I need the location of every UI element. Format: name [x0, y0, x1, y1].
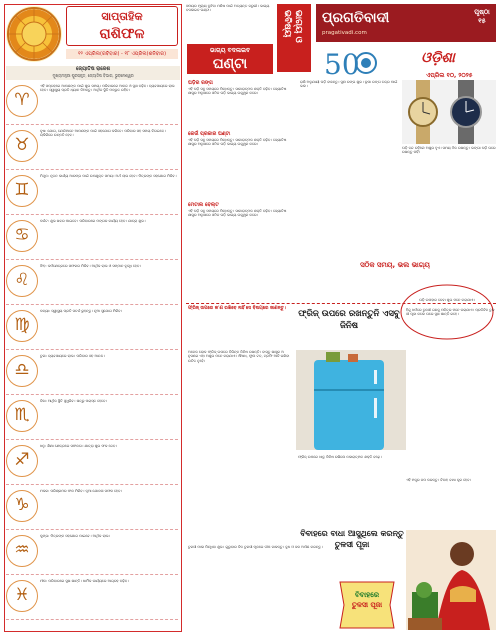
- zodiac-forecast-text: ବିଛା: ଆର୍ଥିକ ସ୍ଥିତି ସୁଧୁରିବ। ଶତ୍ରୁ ପରାସ୍ତ ହେବେ।: [40, 399, 108, 403]
- fridge-image: [296, 350, 406, 450]
- zodiac-forecast-text: ତୁଳା: ବ୍ୟବସାୟରେ ଲାଭ। ପରିବାର ସହ ଆନନ୍ଦ।: [40, 354, 105, 358]
- zodiac-divider: [6, 529, 178, 530]
- zodiac-forecast-text: ମୀନ: ପରିବାରରେ ସୁଖ ଶାନ୍ତି। ଧାର୍ମିକ କାର୍ଯ୍ୟରେ ଆଗ୍ରହ ବଢ଼ିବ।: [40, 579, 129, 583]
- page-number-text: ପୃଷ୍ଠା ୧୫: [474, 8, 490, 25]
- capricorn-icon: ♑: [6, 490, 38, 522]
- zodiac-row: [6, 82, 178, 125]
- tulsi-bottom-text: ତୁଳସୀ ମାଳା ପିନ୍ଧିବା ଶୁଭ। ଗୁରୁବାର ଦିନ ତୁଳସୀ ମୂଳରେ ଦୀପ ଜାଳନ୍ତୁ। ଦୁଧ ଓ ଜଳ ଅର୍ପଣ କରନ୍ତୁ।: [188, 545, 323, 549]
- aquarius-icon: ♒: [6, 535, 38, 567]
- headline-line-1: ଭାଗ୍ୟ ବଦଳାଇବ: [209, 47, 251, 54]
- zodiac-row: [6, 127, 178, 170]
- libra-icon: ♎: [6, 355, 38, 387]
- subheading-metal: ମେଟାଲ ବେଲ୍ଟ: [188, 202, 219, 208]
- vertical-heading-text: ଭାଗ୍ୟ ଓ ଭବିଷ୍ୟ: [282, 10, 303, 43]
- astrologer-name: ଜ୍ୟୋତିଷ ରାଜେଶ: [76, 66, 110, 72]
- tulsi-article: [406, 308, 496, 468]
- scorpio-icon: ♏: [6, 400, 38, 432]
- page-number: [470, 8, 494, 38]
- puja-badge-line-1: ବିବାହରେ: [354, 591, 380, 599]
- brand-name: ପ୍ରଗତିବାଦୀ: [322, 10, 390, 26]
- zodiac-row: [6, 307, 178, 350]
- puja-woman-image: [406, 530, 496, 630]
- cancer-icon: ♋: [6, 220, 38, 252]
- tulsi-headline-text: ବିବାହରେ ବାଧା ଆସୁଥିଲେ କରନ୍ତୁ ତୁଳସୀ ପୂଜା: [300, 529, 404, 549]
- zodiac-divider: [6, 394, 178, 395]
- zodiac-row: [6, 532, 178, 575]
- title-line-2: ରାଶିଫଳ: [99, 26, 145, 42]
- tulsi-mantra-text: ଏହି ମନ୍ତ୍ର ଜପ କରନ୍ତୁ। ବିବାହ ବାଧା ଦୂର ହେବ।: [406, 478, 472, 482]
- anniversary-number: 50: [324, 48, 360, 80]
- zodiac-divider: [6, 304, 178, 305]
- fridge-headline-text: ଫ୍ରିଜ୍ ଉପରେ ରଖନ୍ତୁନି ଏସବୁ ଜିନିଷ: [298, 309, 400, 331]
- zodiac-forecast-text: ବୃଷ: ଯୋଗ, ଯେଉଁମାନେ ଆପଣଙ୍କ ପାଇଁ ସହଯୋଗ କରିବେ। ପରିବାର ସହ ସମୟ ବିତାଇବେ। ଚାକିରିରେ ଉନ୍ନତି ହେବ।: [40, 129, 166, 138]
- zodiac-divider: [6, 214, 178, 215]
- astrologer-info: ମୁଖ୍ୟମନ୍ତ୍ରୀ ପୁରସ୍କୃତ, ଜ୍ୟୋତିଷ ବିଭାଗ, ଭୁବନେଶ୍ୱର: [52, 73, 134, 78]
- zodiac-row: [6, 442, 178, 485]
- fridge-article-2-text: ଫ୍ରିଜ୍ ଉପରେ ଧାତୁ ଜିନିଷ ରଖିଲେ ନକାରାତ୍ମକ ଶକ୍ତି ବଢ଼େ।: [298, 455, 382, 459]
- brand-url: pragativadi.com: [322, 30, 367, 36]
- zodiac-divider: [6, 619, 178, 620]
- zodiac-forecast-text: ମକର: ପରିଶ୍ରମର ଫଳ ମିଳିବ। ନୂଆ ଯୋଜନା ସଫଳ ହେବ।: [40, 489, 123, 493]
- article-text-2: ଏହି ଘଡ଼ି ସବୁ ସମୟରେ ପିନ୍ଧନ୍ତୁ। ସାକାରାତ୍ମକ ଶକ୍ତି ବଢ଼ିବ। ଜ୍ୟୋତିଷ ଶାସ୍ତ୍ର ଅନୁସାରେ ସଠିକ ଘଡ଼ି ଭାଗ୍ୟ ଉଜ୍ଜ୍ୱଳ କରେ।: [188, 138, 287, 147]
- article-rashi-column: [300, 80, 400, 280]
- zodiac-divider: [6, 484, 178, 485]
- intro-text: [186, 4, 272, 42]
- zodiac-wheel-image: [6, 6, 62, 62]
- vertical-heading: [277, 4, 311, 72]
- zodiac-row: [6, 577, 178, 620]
- aries-icon: ♈: [6, 85, 38, 117]
- subheading-color: ଘଡ଼ିର ରଙ୍ଗ: [188, 80, 213, 86]
- zodiac-forecast-text: ସିଂହ: କର୍ମକ୍ଷେତ୍ରରେ ସଫଳତା ମିଳିବ। ଆର୍ଥିକ ଲାଭ ଓ ସମ୍ମାନ ବୃଦ୍ଧି ହେବ।: [40, 264, 141, 268]
- article-text: ଏହି ଘଡ଼ି ସବୁ ସମୟରେ ପିନ୍ଧନ୍ତୁ। ସାକାରାତ୍ମକ ଶକ୍ତି ବଢ଼ିବ। ଜ୍ୟୋତିଷ ଶାସ୍ତ୍ର ଅନୁସାରେ ସଠିକ ଘଡ଼ି ଭାଗ୍ୟ ଉଜ୍ଜ୍ୱଳ କରେ।: [188, 87, 287, 96]
- section-divider: [186, 303, 496, 304]
- subheading-type: କେଉଁ ପ୍ରକାର ଘଣ୍ଟା: [188, 131, 231, 137]
- gemini-icon: ♊: [6, 175, 38, 207]
- puja-badge-line-2: ତୁଳସୀ ପୂଜା: [351, 601, 383, 609]
- supplement-title: ଓଡ଼ିଶା: [421, 50, 455, 66]
- zodiac-row: [6, 487, 178, 530]
- fridge-article-2: [298, 455, 404, 525]
- zodiac-row: [6, 352, 178, 395]
- fridge-headline: [296, 308, 402, 346]
- zodiac-row: [6, 172, 178, 215]
- article-text-3: ଏହି ଘଡ଼ି ସବୁ ସମୟରେ ପିନ୍ଧନ୍ତୁ। ସାକାରାତ୍ମକ ଶକ୍ତି ବଢ଼ିବ। ଜ୍ୟୋତିଷ ଶାସ୍ତ୍ର ଅନୁସାରେ ସଠିକ ଘଡ଼ି ଭାଗ୍ୟ ଉଜ୍ଜ୍ୱଳ କରେ।: [188, 209, 287, 218]
- timing-text: ଘଡ଼ି ବନ୍ଦ ରହିଲେ ଅଶୁଭ ହୁଏ। ସମୟ ଠିକ ରଖନ୍ତୁ। ଭଙ୍ଗା ଘଡ଼ି ଘରେ ରଖନ୍ତୁ ନାହିଁ।: [402, 146, 496, 155]
- zodiac-forecast-text: ଏହି ସପ୍ତାହରେ ଆପଣଙ୍କ ପାଇଁ ଶୁଭ ସମୟ। ପରିବାରରେ ଆନନ୍ଦ ଓ ସୁଖ ବଢ଼ିବ। ବ୍ୟବସାୟରେ ଲାଭ ହେବ। ସ୍ୱାସ୍ଥ୍ୟ ପ୍ରତି ଧ୍ୟାନ ଦିଅନ୍ତୁ। ଆର୍ଥିକ ସ୍ଥିତି ମଜଭୁତ ରହିବ।: [40, 84, 175, 93]
- zodiac-divider: [6, 169, 178, 170]
- highlight-line: [300, 252, 490, 269]
- astrologer-header: [6, 66, 180, 80]
- date-range: ୧୨ ଏପ୍ରିଲ(ରବିବାର) - ୧୮ ଏପ୍ରିଲ(ଶନିବାର): [66, 49, 178, 59]
- fridge-article-text: ଅନେକ ଲୋକ ଫ୍ରିଜ୍ ଉପରେ ବିଭିନ୍ନ ଜିନିଷ ରଖନ୍ତି। ବାସ୍ତୁ ଶାସ୍ତ୍ର ଅନୁସାରେ ଏହା ଅଶୁଭ ମନେ କରାଯାଏ। ଔଷଧ, ଫୁଲ ଟବ, ଟ୍ରଫି ଆଦି ରଖିବା ଉଚିତ ନୁହେଁ।: [188, 350, 290, 363]
- watch-image: [402, 80, 496, 144]
- bhagya-headline: [187, 44, 273, 74]
- tulsi-mantra: [406, 478, 496, 528]
- tulsi-article-text: ହିନ୍ଦୁ ଧର୍ମରେ ତୁଳସୀ ଗଛକୁ ପବିତ୍ର ମନେ କରାଯାଏ। ପ୍ରତିଦିନ ତୁଳସୀ ପୂଜା କଲେ ଘରେ ସୁଖ ଶାନ୍ତି ରହେ।: [406, 308, 495, 317]
- zodiac-forecast-text: ଧନୁ: ଶିକ୍ଷା କ୍ଷେତ୍ରରେ ସଫଳତା। ଯାତ୍ରା ଶୁଭ ଫଳ ଦେବ।: [40, 444, 117, 448]
- zodiac-forecast-text: ମିଥୁନ: ନୂତନ କାର୍ଯ୍ୟ ଆରମ୍ଭ ପାଇଁ ଉପଯୁକ୍ତ ସମୟ। ଅର୍ଥ ଲାଭ ହେବ। ମିତ୍ରଙ୍କ ସହଯୋଗ ମିଳିବ।: [40, 174, 177, 178]
- zodiac-forecast-text: କନ୍ୟା: ସ୍ୱାସ୍ଥ୍ୟ ପ୍ରତି ସତର୍କ ରୁହନ୍ତୁ। ନୂଆ ସୁଯୋଗ ମିଳିବ।: [40, 309, 123, 313]
- zodiac-row: [6, 217, 178, 260]
- fridge-intro: [188, 306, 288, 346]
- headline-line-2: ଘଣ୍ଟା: [212, 56, 248, 72]
- zodiac-row: [6, 397, 178, 440]
- zodiac-divider: [6, 124, 178, 125]
- zodiac-divider: [6, 349, 178, 350]
- zodiac-forecast-text: କୁମ୍ଭ: ମିତ୍ରଙ୍କ ସହଯୋଗ ପାଇବେ। ଆର୍ଥିକ ଲାଭ।: [40, 534, 111, 538]
- highlight-text: ସଠିକ ସମୟ, ଭଲ ଭାଗ୍ୟ: [360, 261, 430, 269]
- pisces-icon: ♓: [6, 580, 38, 612]
- zodiac-divider: [6, 574, 178, 575]
- virgo-icon: ♍: [6, 310, 38, 342]
- leo-icon: ♌: [6, 265, 38, 297]
- tip-text: ଘଡ଼ି ଉପହାର ଦେବା ଶୁଭ ମନେ କରାଯାଏ।: [419, 298, 475, 302]
- intro-paragraph: ସମୟର ମୂଲ୍ୟ ବୁଝିବା ମଣିଷ ପାଇଁ ଅତ୍ୟନ୍ତ ଜରୁରୀ। ଭାଗ୍ୟ ବଦଳାଇବ ଘଣ୍ଟା।: [186, 4, 270, 13]
- article-ghadi-column: [188, 80, 294, 300]
- fridge-intro-text: ଫ୍ରିଜ୍ ଉପରେ କ'ଣ ରଖିବେ ନାହିଁ ସେ ବିଷୟରେ ଜାଣନ୍ତୁ।: [188, 306, 286, 311]
- zodiac-row: [6, 262, 178, 305]
- sagittarius-icon: ♐: [6, 445, 38, 477]
- issue-date: ଏପ୍ରିଲ ୧୦, ୨୦୨୫: [426, 72, 473, 79]
- rashi-text: ରାଶି ଅନୁଯାୟୀ ଘଡ଼ି ବାଛନ୍ତୁ। ସୁନା ରଙ୍ଗ ଶୁଭ। ରୂପା ରଙ୍ଗ ଚନ୍ଦ୍ର ପାଇଁ ଭଲ।: [300, 80, 398, 89]
- zodiac-divider: [6, 439, 178, 440]
- zodiac-forecast-text: କର୍କଟ: ଶୁଭ ଖବର ପାଇବେ। ପରିବାରରେ ମଙ୍ଗଳ କାର୍ଯ୍ୟ ହେବ। ଯାତ୍ରା ଶୁଭ।: [40, 219, 146, 223]
- title-line-1: ସାପ୍ତାହିକ: [101, 10, 143, 23]
- horoscope-title: [66, 6, 178, 46]
- puja-badge: [336, 578, 398, 632]
- fridge-article: [188, 350, 292, 540]
- taurus-icon: ♉: [6, 130, 38, 162]
- zodiac-divider: [6, 259, 178, 260]
- anniversary-logo: [322, 46, 378, 80]
